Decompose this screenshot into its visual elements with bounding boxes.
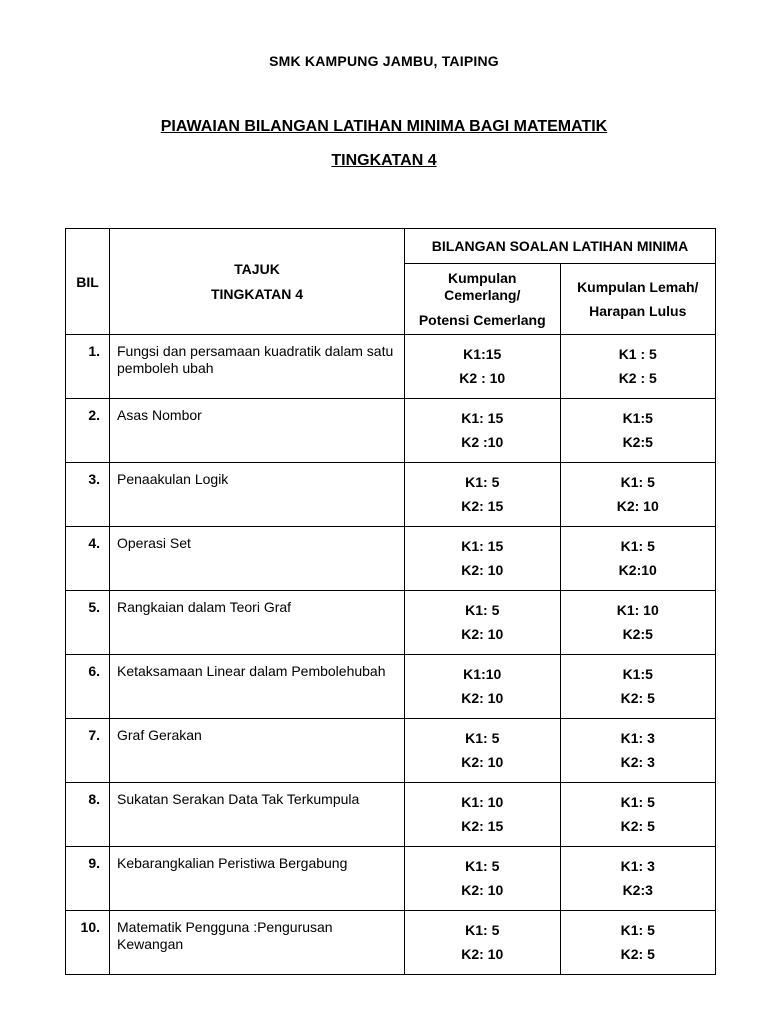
value-k2: K2: 10 [461,562,504,578]
row-lemah-values [560,847,716,911]
value-k2: K2: 10 [461,626,504,642]
row-topic: Operasi Set [110,527,405,591]
row-topic: Sukatan Serakan Data Tak Terkumpula [110,783,405,847]
table-row [66,655,716,719]
value-k2: K2:10 [618,562,657,578]
row-topic: Kebarangkalian Peristiwa Bergabung [110,847,405,911]
header-col2-line2: Harapan Lulus [589,303,687,319]
value-k1: K1: 5 [620,474,655,490]
value-k1: K1: 15 [461,538,504,554]
value-k2: K2: 10 [616,498,659,514]
value-k1: K1: 5 [465,602,500,618]
row-topic: Fungsi dan persamaan kuadratik dalam satu pemboleh ubah [110,335,405,399]
value-k1: K1:10 [463,666,502,682]
row-cemerlang-values [405,719,561,783]
value-k2: K2:5 [622,434,653,450]
row-number: 5. [66,591,110,655]
value-k2: K2 : 10 [459,370,506,386]
value-k2: K2: 10 [461,946,504,962]
value-k2: K2: 10 [461,754,504,770]
row-lemah-values [560,655,716,719]
table-row [66,719,716,783]
value-k2: K2: 10 [461,882,504,898]
value-k2: K2: 5 [620,690,655,706]
row-number: 10. [66,911,110,975]
row-lemah-values [560,335,716,399]
value-k2: K2: 10 [461,690,504,706]
table-row [66,527,716,591]
header-col1-line2: Cemerlang/ [444,286,521,303]
value-k1: K1: 5 [620,922,655,938]
row-cemerlang-values [405,399,561,463]
row-topic: Asas Nombor [110,399,405,463]
row-number: 6. [66,655,110,719]
value-k1: K1: 5 [620,538,655,554]
header-group: BILANGAN SOALAN LATIHAN MINIMA [405,229,716,264]
value-k1: K1: 5 [620,794,655,810]
table-row [66,911,716,975]
header-col1-line3: Potensi Cemerlang [418,311,546,328]
row-lemah-values [560,527,716,591]
row-number: 9. [66,847,110,911]
table-row [66,335,716,399]
value-k2: K2 :10 [461,434,504,450]
row-cemerlang-values [405,847,561,911]
row-number: 4. [66,527,110,591]
value-k1: K1:15 [463,346,502,362]
value-k1: K1: 5 [465,730,500,746]
row-lemah-values [560,911,716,975]
value-k1: K1:5 [622,666,653,682]
value-k2: K2: 15 [461,818,504,834]
header-kumpulan-cemerlang [405,264,561,335]
value-k2: K2: 3 [620,754,655,770]
exercise-table [65,228,716,975]
value-k1: K1:5 [622,410,653,426]
form-level: TINGKATAN 4 [331,152,437,169]
value-k1: K1: 3 [620,858,655,874]
document-title: PIAWAIAN BILANGAN LATIHAN MINIMA BAGI MATEMATIK [160,118,608,135]
value-k1: K1: 15 [461,410,504,426]
table-row [66,591,716,655]
table-row [66,783,716,847]
table-row [66,399,716,463]
school-name: SMK KAMPUNG JAMBU, TAIPING [269,53,499,69]
row-number: 1. [66,335,110,399]
value-k1: K1 : 5 [618,346,657,362]
row-lemah-values [560,399,716,463]
value-k1: K1: 10 [461,794,504,810]
header-kumpulan-lemah [560,264,716,335]
header-bil: BIL [66,229,110,335]
row-number: 2. [66,399,110,463]
row-topic: Ketaksamaan Linear dalam Pembolehubah [110,655,405,719]
header-tajuk [110,229,405,335]
value-k1: K1: 3 [620,730,655,746]
row-cemerlang-values [405,911,561,975]
row-cemerlang-values [405,591,561,655]
header-col2-line1: Kumpulan Lemah/ [577,279,699,295]
row-lemah-values [560,463,716,527]
row-topic: Matematik Pengguna :Pengurusan Kewangan [110,911,405,975]
row-topic: Graf Gerakan [110,719,405,783]
value-k1: K1: 5 [465,474,500,490]
row-cemerlang-values [405,463,561,527]
row-lemah-values [560,591,716,655]
value-k2: K2 : 5 [618,370,657,386]
value-k2: K2: 15 [461,498,504,514]
value-k2: K2:3 [622,882,653,898]
row-cemerlang-values [405,783,561,847]
row-lemah-values [560,783,716,847]
table-row [66,847,716,911]
value-k2: K2: 5 [620,818,655,834]
value-k2: K2:5 [622,626,653,642]
value-k1: K1: 10 [616,602,659,618]
row-number: 8. [66,783,110,847]
row-topic: Rangkaian dalam Teori Graf [110,591,405,655]
row-lemah-values [560,719,716,783]
value-k1: K1: 5 [465,858,500,874]
value-k1: K1: 5 [465,922,500,938]
row-number: 3. [66,463,110,527]
row-cemerlang-values [405,655,561,719]
header-tajuk-line1: TAJUK [234,260,280,277]
header-tajuk-line2: TINGKATAN 4 [210,285,304,302]
value-k2: K2: 5 [620,946,655,962]
row-cemerlang-values [405,527,561,591]
row-topic: Penaakulan Logik [110,463,405,527]
table-row [66,463,716,527]
header-col1-line1: Kumpulan [448,269,517,286]
row-cemerlang-values [405,335,561,399]
row-number: 7. [66,719,110,783]
